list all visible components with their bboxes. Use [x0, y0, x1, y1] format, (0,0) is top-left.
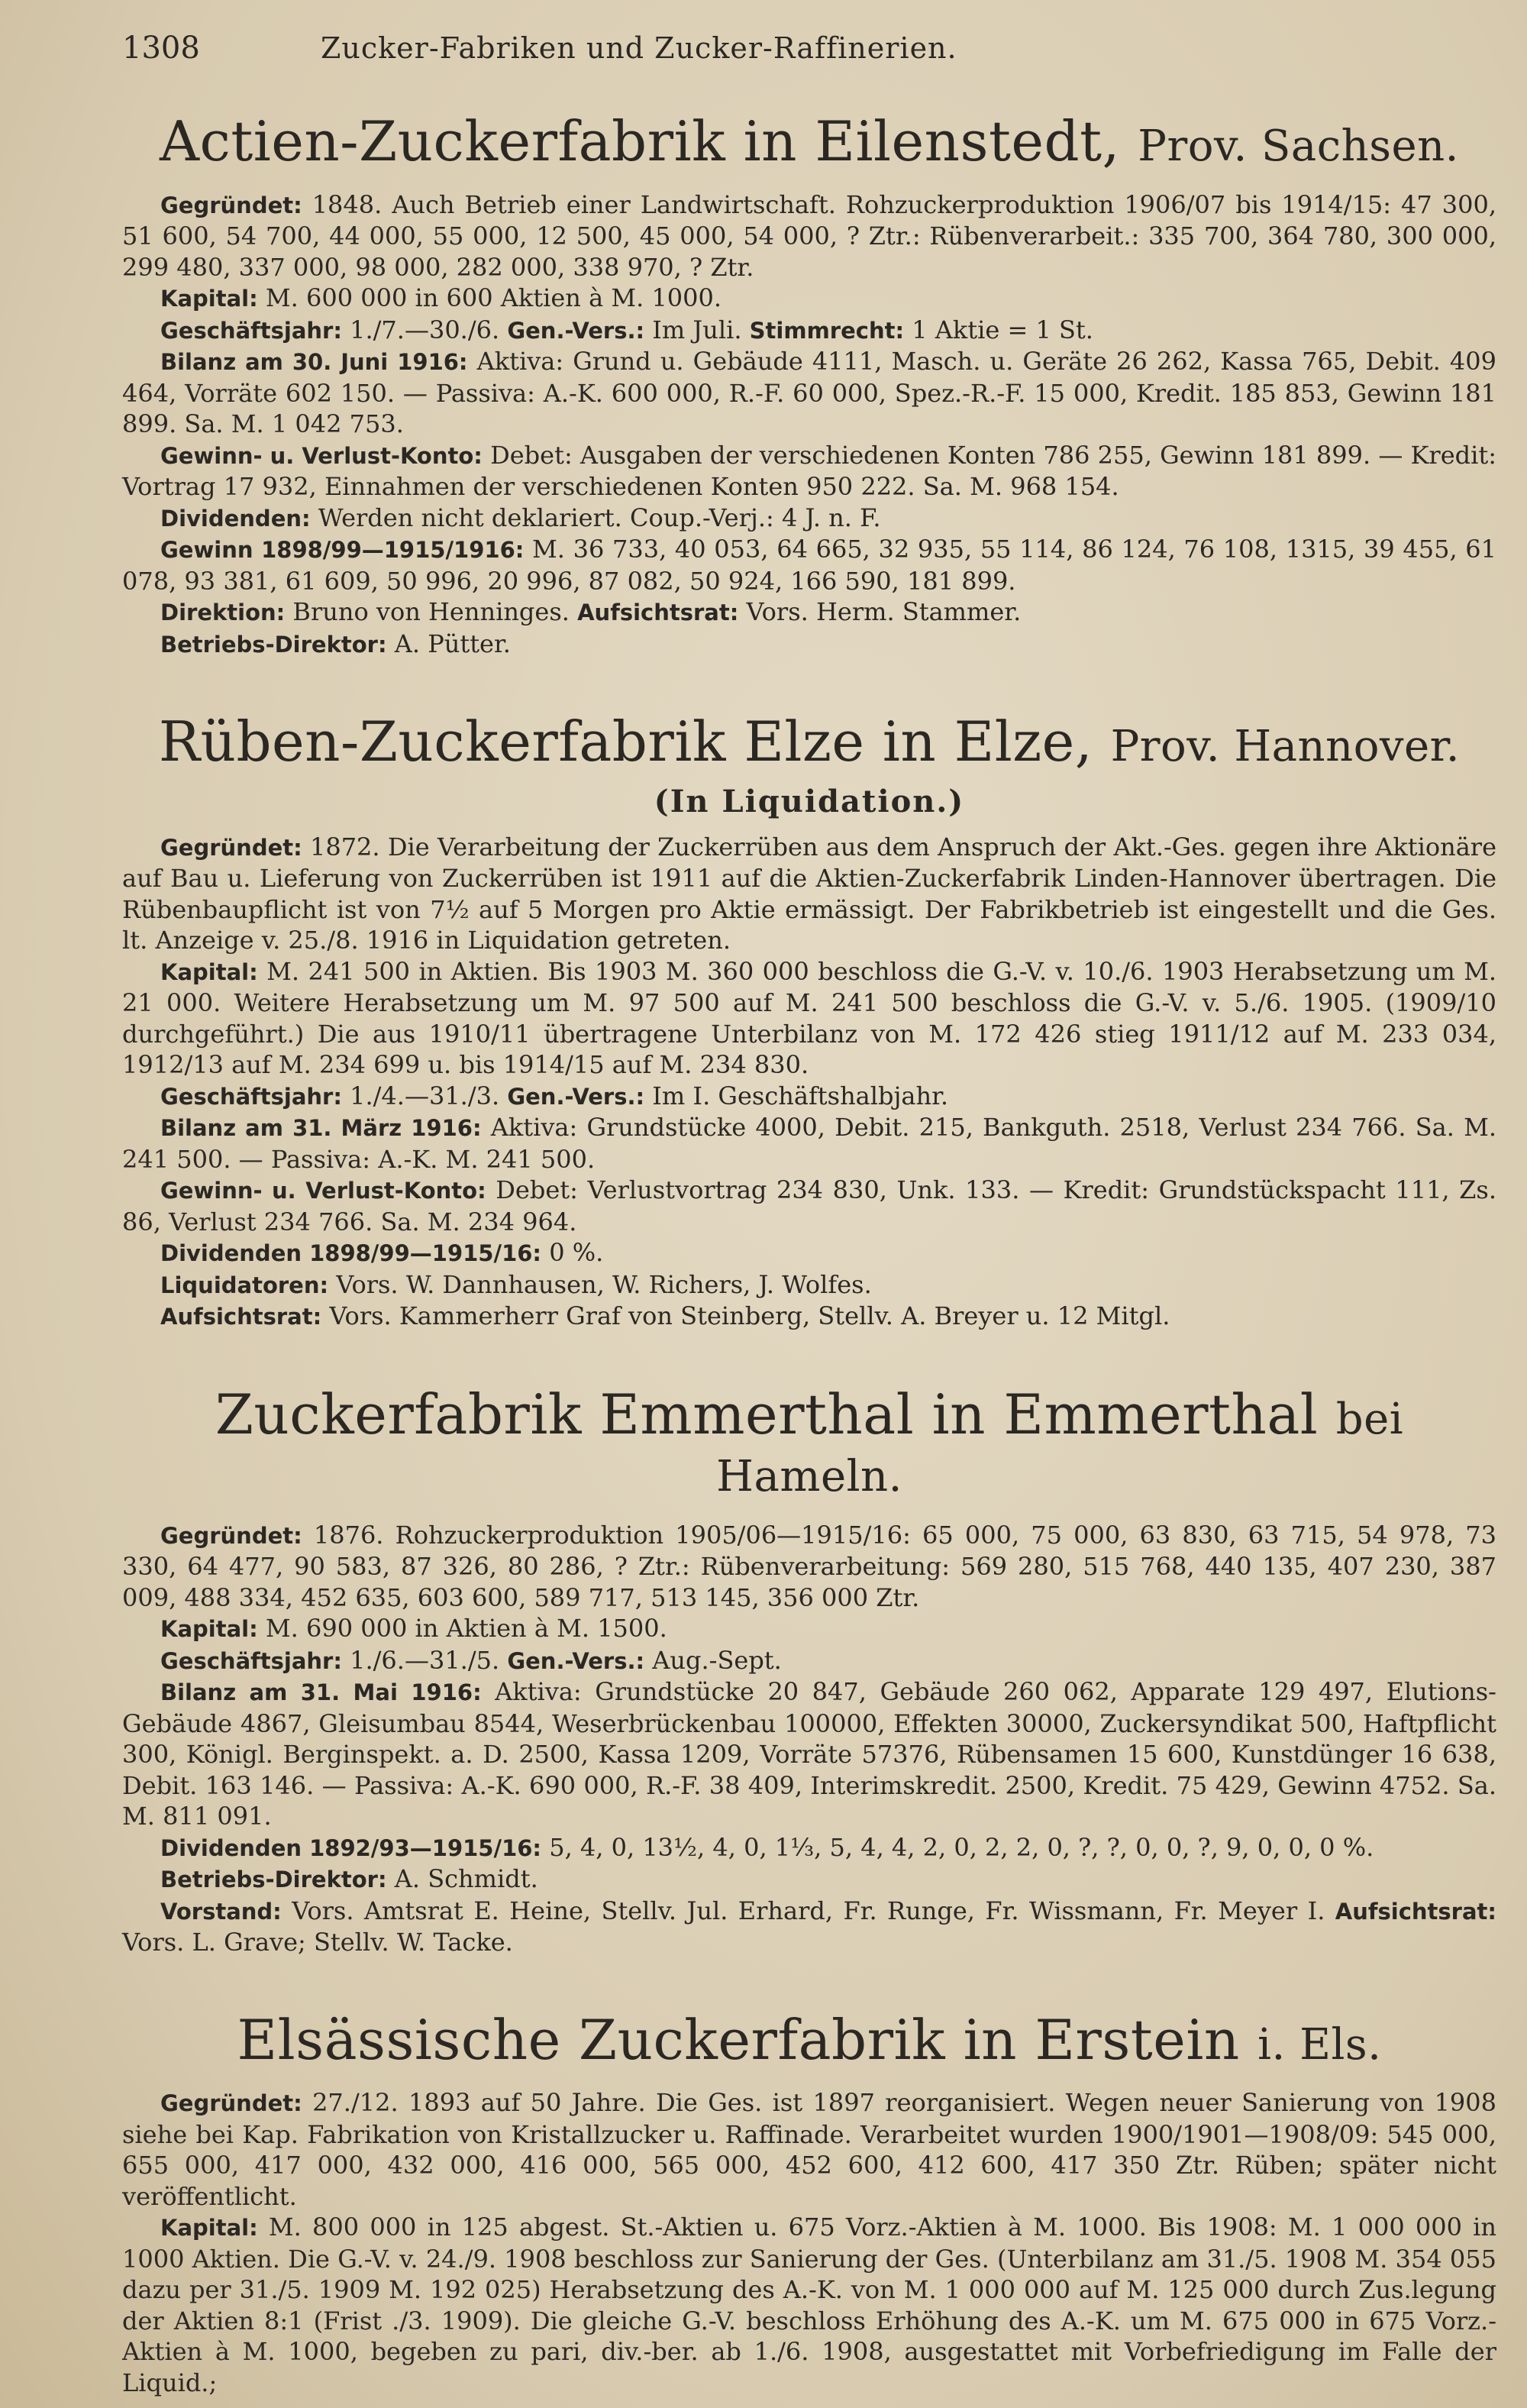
field-text: 1./4.—31./3. [341, 1081, 508, 1110]
field-text: A. Pütter. [386, 629, 511, 658]
field-label: Geschäftsjahr: [160, 1647, 342, 1674]
company-title: Rüben-Zuckerfabrik Elze in Elze, [158, 709, 1093, 774]
entry-paragraph [122, 1613, 1496, 1645]
company-title: Actien-Zuckerfabrik in Eilenstedt, [160, 109, 1120, 173]
field-label: Kapital: [160, 1616, 258, 1643]
entry-paragraph [122, 2087, 1496, 2212]
entry-paragraph [122, 1520, 1496, 1614]
field-text: Debet: Verlustvortrag 234 830, Unk. 133. — Kredit: Grundstückspacht 111, Zs. 86, Verlust 234 766. Sa. M. 234 964. [122, 1175, 1497, 1236]
field-label: Gewinn 1898/99—1915/1916: [160, 537, 525, 564]
page-number: 1308 [122, 31, 200, 66]
company-heading [122, 109, 1496, 173]
field-label: Dividenden 1898/99—1915/16: [160, 1240, 542, 1267]
field-label: Gewinn- u. Verlust-Konto: [160, 442, 483, 469]
entry-paragraph [122, 832, 1496, 956]
field-text: Bruno von Henninges. [285, 597, 578, 627]
running-title: Zucker-Fabriken und Zucker-Raffinerien. [321, 31, 957, 65]
field-label: Gegründet: [160, 834, 302, 861]
field-text: Im I. Geschäftshalbjahr. [644, 1081, 949, 1110]
company-location: bei Hameln. [716, 1394, 1404, 1502]
company-title: Zuckerfabrik Emmerthal in Emmerthal [215, 1382, 1319, 1446]
field-text: 1872. Die Verarbeitung der Zuckerrüben aus dem Anspruch der Akt.-Ges. gegen ihre Aktionäre auf Bau u. Lieferung von Zuckerrüben ist 1911 auf die Aktien-Zuckerfabrik Linden-Hannover übertragen. Die Rübenbaupflicht ist von 7½ auf 5 Morgen pro Aktie ermässigt. Der Fabrikbetrieb ist eingestellt und die Ges. lt. Anzeige v. 25./8. 1916 in Liquidation getreten. [122, 832, 1496, 955]
field-label: Gen.-Vers.: [507, 1647, 645, 1674]
field-label: Kapital: [160, 2215, 258, 2242]
field-label: Gen.-Vers.: [507, 1083, 645, 1110]
entry-paragraph [122, 596, 1496, 629]
company-location: Prov. Sachsen. [1138, 121, 1459, 171]
field-text: M. 600 000 in 600 Aktien à M. 1000. [257, 283, 722, 313]
company-title: Elsässische Zuckerfabrik in Erstein [237, 2007, 1240, 2072]
entry-paragraph [122, 1896, 1496, 1958]
field-text: Vors. W. Dannhausen, W. Richers, J. Wolfes. [328, 1269, 872, 1299]
company-heading [122, 1382, 1496, 1502]
field-text: 1 Aktie = 1 St. [904, 315, 1093, 344]
page-header [122, 31, 1496, 84]
entry-paragraph [122, 1676, 1496, 1832]
entry-paragraph [122, 503, 1496, 535]
field-text: M. 800 000 in 125 abgest. St.-Aktien u. 675 Vorz.-Aktien à M. 1000. Bis 1908: M. 1 000 000 in 1000 Aktien. Die G.-V. v. 24./9. 1908 beschloss zur Sanierung der Ges. (Unterbilanz am 31./5. 1908 M. 354 055 dazu per 31./5. 1909 M. 192 025) Herabsetzung des A.-K. von M. 1 000 000 auf M. 125 000 durch Zus.legung der Aktien 8:1 (Frist ./3. 1909). Die gleiche G.-V. beschloss Erhöhung des A.-K. um M. 675 000 in 675 Vorz.-Aktien à M. 1000, begeben zu pari, div.-ber. ab 1./6. 1908, ausgestattet mit Vorbefriedigung im Falle der Liquid.; [122, 2212, 1496, 2397]
field-text: Werden nicht deklariert. Coup.-Verj.: 4 J. n. F. [310, 503, 881, 532]
entry-paragraph [122, 440, 1496, 503]
field-label: Kapital: [160, 958, 258, 985]
entry-paragraph [122, 1301, 1496, 1333]
company-location: Prov. Hannover. [1110, 722, 1461, 772]
field-text: Vors. L. Grave; Stellv. W. Tacke. [122, 1928, 513, 1957]
entry-paragraph [122, 1175, 1496, 1237]
field-label: Aufsichtsrat: [1335, 1898, 1496, 1925]
liquidation-note: (In Liquidation.) [654, 783, 965, 819]
entry-paragraph [122, 2212, 1496, 2398]
entry-paragraph [122, 1269, 1496, 1301]
field-text: Debet: Ausgaben der verschiedenen Konten 786 255, Gewinn 181 899. — Kredit: Vortrag 17 932, Einnahmen der verschiedenen Konten 950 222. Sa. M. 968 154. [122, 440, 1496, 502]
field-text: Aktiva: Grund u. Gebäude 4111, Masch. u. Geräte 26 262, Kassa 765, Debit. 409 464, Vorräte 602 150. — Passiva: A.-K. 600 000, R.-F. 60 000, Spez.-R.-F. 15 000, Kredit. 185 853, Gewinn 181 899. Sa. M. 1 042 753. [122, 347, 1496, 439]
company-heading [122, 709, 1496, 774]
field-label: Gegründet: [160, 1522, 302, 1549]
field-text: Aug.-Sept. [644, 1645, 782, 1675]
field-label: Kapital: [160, 286, 258, 312]
field-text: 1848. Auch Betrieb einer Landwirtschaft. Rohzuckerproduktion 1906/07 bis 1914/15: 47 300, 51 600, 54 700, 44 000, 55 000, 12 500, 45 000, 54 000, ? Ztr.: Rübenverarbeit.: 335 700, 364 780, 300 000, 299 480, 337 000, 98 000, 282 000, 338 970, ? Ztr. [122, 189, 1496, 282]
entry-paragraph [122, 1832, 1496, 1864]
field-text: Vors. Herm. Stammer. [738, 597, 1022, 627]
field-text: 1876. Rohzuckerproduktion 1905/06—1915/16: 65 000, 75 000, 63 830, 63 715, 54 978, 73 330, 64 477, 90 583, 87 326, 80 286, ? Ztr.: Rübenverarbeitung: 569 280, 515 768, 440 135, 407 230, 387 009, 488 334, 452 635, 603 600, 589 717, 513 145, 356 000 Ztr. [122, 1520, 1496, 1612]
field-label: Direktion: [160, 600, 286, 626]
field-label: Stimmrecht: [749, 317, 905, 344]
entry-paragraph [122, 1237, 1496, 1269]
field-label: Aufsichtsrat: [160, 1304, 322, 1330]
field-text: 5, 4, 0, 13½, 4, 0, 1⅓, 5, 4, 4, 2, 0, 2, 2, 0, ?, ?, 0, 0, ?, 9, 0, 0, 0 %. [541, 1832, 1374, 1862]
field-label: Bilanz am 30. Juni 1916: [160, 349, 468, 376]
field-label: Geschäftsjahr: [160, 317, 342, 344]
entry-paragraph [122, 315, 1496, 347]
field-label: Betriebs-Direktor: [160, 631, 387, 658]
field-label: Betriebs-Direktor: [160, 1867, 387, 1893]
entry-paragraph [122, 1863, 1496, 1896]
field-text: Vors. Kammerherr Graf von Steinberg, Stellv. A. Breyer u. 12 Mitgl. [321, 1301, 1170, 1331]
field-text: Im Juli. [644, 315, 750, 344]
field-text: Aktiva: Grundstücke 20 847, Gebäude 260 062, Apparate 129 497, Elutions-Gebäude 4867, Gleisumbau 8544, Weserbrückenbau 100000, Effekten 30000, Zuckersyndikat 500, Haftpflicht 300, Königl. Berginspekt. a. D. 2500, Kassa 1209, Vorräte 57376, Rübensamen 15 600, Kunstdünger 16 638, Debit. 163 146. — Passiva: A.-K. 690 000, R.-F. 38 409, Interimskredit. 2500, Kredit. 75 429, Gewinn 4752. Sa. M. 811 091. [122, 1677, 1496, 1831]
company-heading [122, 2007, 1496, 2072]
field-label: Vorstand: [160, 1898, 282, 1925]
field-label: Bilanz am 31. März 1916: [160, 1115, 482, 1142]
field-text: 27./12. 1893 auf 50 Jahre. Die Ges. ist 1897 reorganisiert. Wegen neuer Sanierung von 1908 siehe bei Kap. Fabrikation von Kristallzucker u. Raffinade. Verarbeitet wurden 1900/1901—1908/09: 545 000, 655 000, 417 000, 432 000, 416 000, 565 000, 452 600, 412 600, 417 350 Ztr. Rüben; später nicht veröffentlicht. [122, 2088, 1496, 2211]
entry-paragraph [122, 283, 1496, 315]
field-label: Gegründet: [160, 2090, 302, 2117]
field-label: Gen.-Vers.: [507, 317, 645, 344]
company-location: i. Els. [1257, 2019, 1382, 2070]
field-label: Aufsichtsrat: [577, 600, 739, 626]
field-text: 0 %. [541, 1238, 604, 1268]
field-text: A. Schmidt. [386, 1864, 538, 1894]
entry-paragraph [122, 1081, 1496, 1113]
entry-paragraph [122, 534, 1496, 596]
entry-paragraph [122, 629, 1496, 661]
entry-paragraph [122, 956, 1496, 1081]
entry-paragraph [122, 346, 1496, 440]
field-text: M. 36 733, 40 053, 64 665, 32 935, 55 114, 86 124, 76 108, 1315, 39 455, 61 078, 93 381, 61 609, 50 996, 20 996, 87 082, 50 924, 166 590, 181 899. [122, 535, 1496, 596]
entries-container [122, 109, 1497, 2398]
field-text: Aktiva: Grundstücke 4000, Debit. 215, Bankguth. 2518, Verlust 234 766. Sa. M. 241 500. — Passiva: A.-K. M. 241 500. [122, 1113, 1497, 1174]
field-text: 1./6.—31./5. [341, 1645, 508, 1675]
field-label: Geschäftsjahr: [160, 1083, 342, 1110]
field-label: Gewinn- u. Verlust-Konto: [160, 1178, 486, 1204]
field-text: Vors. Amtsrat E. Heine, Stellv. Jul. Erhard, Fr. Runge, Fr. Wissmann, Fr. Meyer I. [281, 1896, 1335, 1925]
field-label: Bilanz am 31. Mai 1916: [160, 1679, 482, 1706]
field-label: Dividenden: [160, 505, 311, 532]
entry-paragraph [122, 1112, 1496, 1175]
company-entry [122, 709, 1497, 1333]
field-text: M. 241 500 in Aktien. Bis 1903 M. 360 000 beschloss die G.-V. v. 10./6. 1903 Herabsetzung um M. 21 000. Weitere Herabsetzung um M. 97 500 auf M. 241 500 beschloss die G.-V. v. 5./6. 1905. (1909/10 durchgeführt.) Die aus 1910/11 übertragene Unterbilanz von M. 172 426 stieg 1911/12 auf M. 233 034, 1912/13 auf M. 234 699 u. bis 1914/15 auf M. 234 830. [122, 956, 1496, 1080]
field-label: Liquidatoren: [160, 1272, 329, 1298]
company-entry [122, 2007, 1496, 2399]
entry-paragraph [122, 189, 1496, 283]
field-text: 1./7.—30./6. [341, 315, 508, 344]
field-label: Gegründet: [160, 192, 302, 218]
company-entry [122, 1382, 1496, 1958]
field-text: M. 690 000 in Aktien à M. 1500. [257, 1614, 667, 1644]
company-entry [122, 109, 1496, 660]
entry-paragraph [122, 1645, 1496, 1677]
field-label: Dividenden 1892/93—1915/16: [160, 1834, 542, 1861]
